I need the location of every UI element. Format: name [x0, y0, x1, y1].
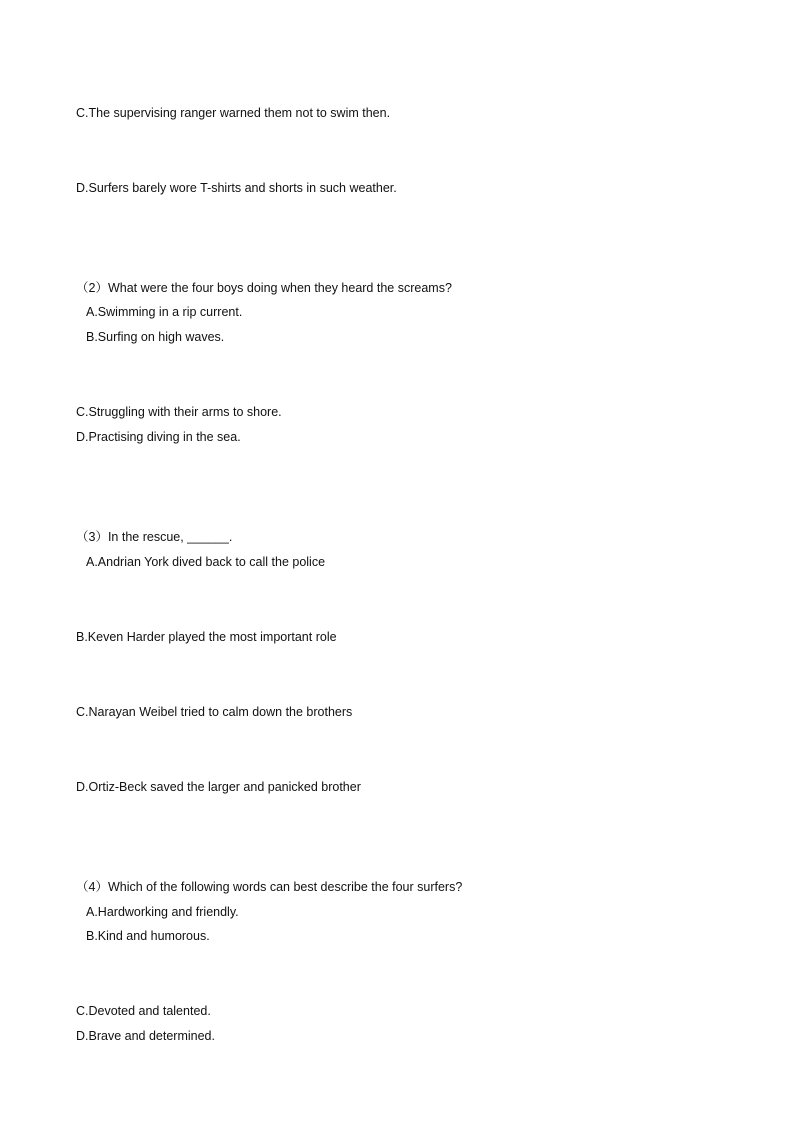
q2-option-b: B.Surfing on high waves.: [86, 330, 225, 344]
q4-option-d: D.Brave and determined.: [76, 1029, 215, 1043]
q4-stem: （4）Which of the following words can best describe the four surfers?: [76, 880, 463, 894]
q2-option-d: D.Practising diving in the sea.: [76, 430, 241, 444]
q2-stem: （2）What were the four boys doing when they heard the screams?: [76, 281, 452, 295]
q1-option-d: D.Surfers barely wore T-shirts and shorts in such weather.: [76, 181, 397, 195]
q4-option-a: A.Hardworking and friendly.: [86, 905, 239, 919]
q2-option-c: C.Struggling with their arms to shore.: [76, 405, 282, 419]
q2-option-a: A.Swimming in a rip current.: [86, 305, 243, 319]
q1-option-c: C.The supervising ranger warned them not to swim then.: [76, 106, 391, 120]
q4-option-b: B.Kind and humorous.: [86, 929, 210, 943]
q3-option-b: B.Keven Harder played the most important role: [76, 630, 337, 644]
q3-stem: （3）In the rescue, ______.: [76, 530, 233, 544]
q3-option-c: C.Narayan Weibel tried to calm down the brothers: [76, 705, 353, 719]
q4-option-c: C.Devoted and talented.: [76, 1004, 211, 1018]
q3-option-a: A.Andrian York dived back to call the police: [86, 555, 326, 569]
q3-option-d: D.Ortiz-Beck saved the larger and panicked brother: [76, 780, 361, 794]
